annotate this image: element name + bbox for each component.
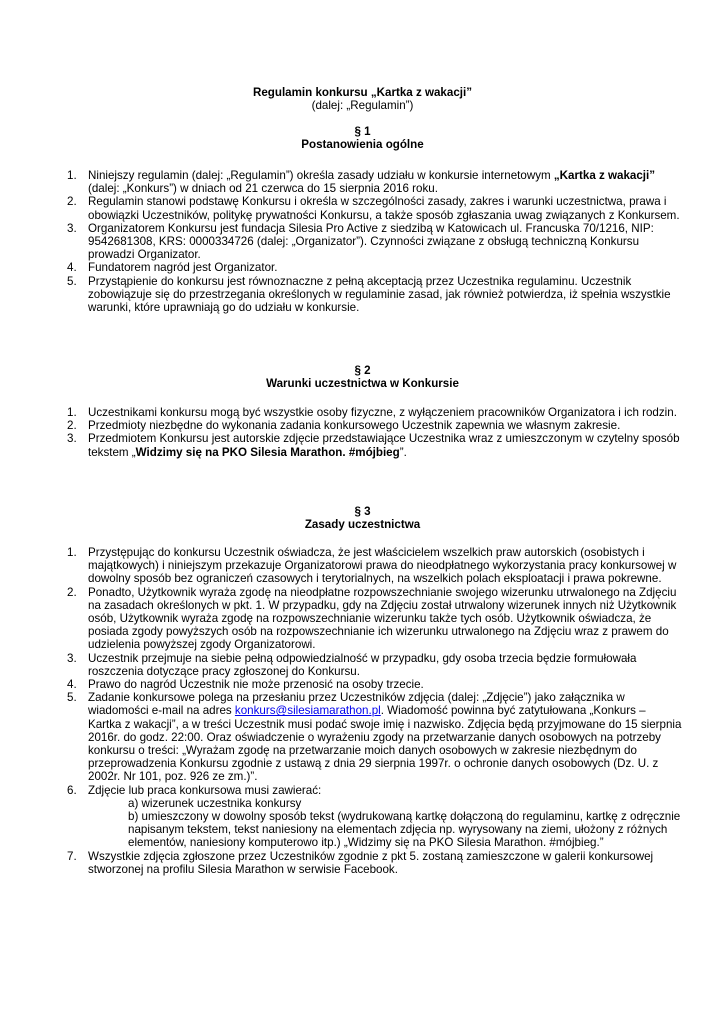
item-number: 2. xyxy=(67,195,77,209)
item-text: (dalej: „Konkurs”) w dniach od 21 czerwca do 15 sierpnia 2016 roku. xyxy=(88,182,438,196)
item-text: . Wiadomość powinna być zatytułowana „Konkurs – Kartka z wakacji”, a w treści Uczestnik musi podać swoje imię i nazwisko. Zdjęcia będą przyjmowane do 15 sierpnia 2016r. do godz. 22:00. Oraz oświadczenie o wyrażeniu zgody na przetwarzanie danych osobowych na potrzeby konkursu o treści: „Wyrażam zgodę na przetwarzanie moich danych osobowych w zakresie niezbędnym do przeprowadzenia Konkursu zgodnie z ustawą z dnia 29 sierpnia 1997r. o ochronie danych osobowych (Dz. U. z 2002r. Nr 101, poz. 926 ze zm.)”. xyxy=(88,704,682,784)
list-item xyxy=(67,586,682,652)
list-item xyxy=(67,222,682,262)
list-item xyxy=(67,691,682,783)
section-3-header xyxy=(0,505,725,531)
item-text: Przystąpienie do konkursu jest równoznaczne z pełną akceptacją przez Uczestnika regulaminu. Uczestnik zobowiązuje się do przestrzegania określonych w regulaminie zasad, jak również potwierdza, iż spełnia wszystkie warunki, które uprawniają go do udziału w konkursie. xyxy=(88,274,671,315)
list-item xyxy=(67,784,682,850)
item-number: 3. xyxy=(67,432,77,446)
item-number: 3. xyxy=(67,221,77,235)
list-item xyxy=(67,275,682,315)
section-heading: Zasady uczestnictwa xyxy=(304,518,421,532)
sub-item-a: a) wizerunek uczestnika konkursy xyxy=(128,796,302,810)
item-text: Wszystkie zdjęcia zgłoszone przez Uczestników zgodnie z pkt 5. zostaną zamieszczone w galerii konkursowej stworzonej na profilu Silesia Marathon w serwisie Facebook. xyxy=(88,849,654,876)
list-item xyxy=(67,678,682,691)
item-text: Uczestnikami konkursu mogą być wszystkie osoby fizyczne, z wyłączeniem pracowników Organizatora i ich rodzin. xyxy=(88,406,677,419)
list-item xyxy=(67,432,682,458)
list-item xyxy=(67,406,682,419)
title-line: Regulamin konkursu „Kartka z wakacji” xyxy=(252,86,473,99)
section-number: § 2 xyxy=(354,364,371,377)
section-1-list xyxy=(67,169,682,314)
list-item xyxy=(67,850,682,876)
item-text: ”. xyxy=(399,445,407,459)
item-text: Zdjęcie lub praca konkursowa musi zawierać: xyxy=(88,783,322,797)
section-heading: Warunki uczestnictwa w Konkursie xyxy=(266,377,459,391)
item-text: Przedmioty niezbędne do wykonania zadania konkursowego Uczestnik zapewnia we własnym zakresie. xyxy=(88,419,621,433)
title-subline: (dalej: „Regulamin”) xyxy=(311,99,414,113)
item-number: 4. xyxy=(67,678,77,692)
item-text: Uczestnik przejmuje na siebie pełną odpowiedzialność w przypadku, gdy osoba trzecia będzie formułowała roszczenia dotyczące pracy zgłoszonej do Konkursu. xyxy=(88,651,637,678)
item-number: 2. xyxy=(67,419,77,433)
section-heading: Postanowienia ogólne xyxy=(301,138,424,152)
item-number: 5. xyxy=(67,274,77,288)
section-2-header xyxy=(0,364,725,390)
section-number: § 1 xyxy=(354,125,371,138)
list-item xyxy=(67,195,682,221)
item-number: 6. xyxy=(67,783,77,797)
item-text: Przystępując do konkursu Uczestnik oświadcza, że jest właścicielem wszelkich praw autorskich (osobistych i majątkowych) i niniejszym przekazuje Organizatorowi prawa do nieodpłatnego wykorzystania pracy konkursowej w dowolny sposób bez ograniczeń czasowych i terytorialnych, na wszelkich polach eksploatacji i prawa pokrewne. xyxy=(88,546,677,586)
item-bold-text: Widzimy się na PKO Silesia Marathon. #mójbieg xyxy=(135,445,400,459)
item-number: 5. xyxy=(67,691,77,705)
item-text: Zadanie konkursowe polega na przesłaniu przez Uczestników zdjęcia (dalej: „Zdjęcie”) jako załącznika w wiadomości e-mail na adres xyxy=(88,691,625,718)
item-text: Prawo do nagród Uczestnik nie może przenosić na osoby trzecie. xyxy=(88,678,424,692)
item-text: Ponadto, Użytkownik wyraża zgodę na nieodpłatne rozpowszechnianie swojego wizerunku utrwalonego na Zdjęciu na zasadach określonych w pkt. 1. W przypadku, gdy na Zdjęciu został utrwalony wizerunek innych niż Użytkownik osób, Użytkownik wyraża zgodę na rozpowszechnianie wizerunku także tych osób. Użytkownik oświadcza, że posiada zgody powyższych osób na rozpowszechnianie ich wizerunku utrwalonego na Zdjęciu wraz z prawem do udzielenia powyższej zgody Organizatorowi. xyxy=(88,585,677,652)
sub-item-b: b) umieszczony w dowolny sposób tekst (wydrukowaną kartkę dołączoną do regulaminu, kartkę z odręcznie napisanym tekstem, tekst naniesiony na elementach zdjęcia np. wyrysowany na ziemi, ułożony z różnych elementów, naniesiony komputerowo itp.) „Widzimy się na PKO Silesia Marathon. #mójbieg.” xyxy=(128,810,681,850)
section-1-header xyxy=(0,125,725,151)
item-bold-text: „Kartka z wakacji” xyxy=(553,169,656,182)
item-text: Przedmiotem Konkursu jest autorskie zdjęcie przedstawiające Uczestnika wraz z umieszczonym w czytelny sposób tekstem „ xyxy=(88,432,680,459)
item-text: Fundatorem nagród jest Organizator. xyxy=(88,261,278,275)
list-item xyxy=(67,546,682,586)
list-item xyxy=(67,652,682,678)
item-number: 1. xyxy=(67,406,77,419)
item-number: 1. xyxy=(67,169,77,182)
item-text: Niniejszy regulamin (dalej: „Regulamin”) określa zasady udziału w konkursie internetowym xyxy=(88,169,554,182)
item-text: Organizatorem Konkursu jest fundacja Silesia Pro Active z siedzibą w Katowicach ul. Francuska 70/1216, NIP: 9542681308, KRS: 0000334726 (dalej: „Organizator”). Czynności związane z obsługą techniczną Konkursu prowadzi Organizator. xyxy=(88,221,654,262)
item-number: 2. xyxy=(67,585,77,599)
item-number: 7. xyxy=(67,849,77,863)
item-number: 3. xyxy=(67,651,77,665)
list-item xyxy=(67,419,682,432)
section-number: § 3 xyxy=(354,505,371,518)
email-link[interactable]: konkurs@silesiamarathon.pl xyxy=(234,704,381,718)
document-title xyxy=(0,86,725,112)
item-number: 1. xyxy=(67,546,77,559)
section-2-list xyxy=(67,406,682,459)
item-number: 4. xyxy=(67,261,77,275)
section-3-list xyxy=(67,546,682,876)
list-item xyxy=(67,261,682,274)
item-text: Regulamin stanowi podstawę Konkursu i określa w szczególności zasady, zakres i warunki uczestnictwa, prawa i obowiązki Uczestników, politykę prywatności Konkursu, a także sposób zgłaszania uwag związanych z Konkursem. xyxy=(88,195,680,222)
list-item xyxy=(67,169,682,195)
